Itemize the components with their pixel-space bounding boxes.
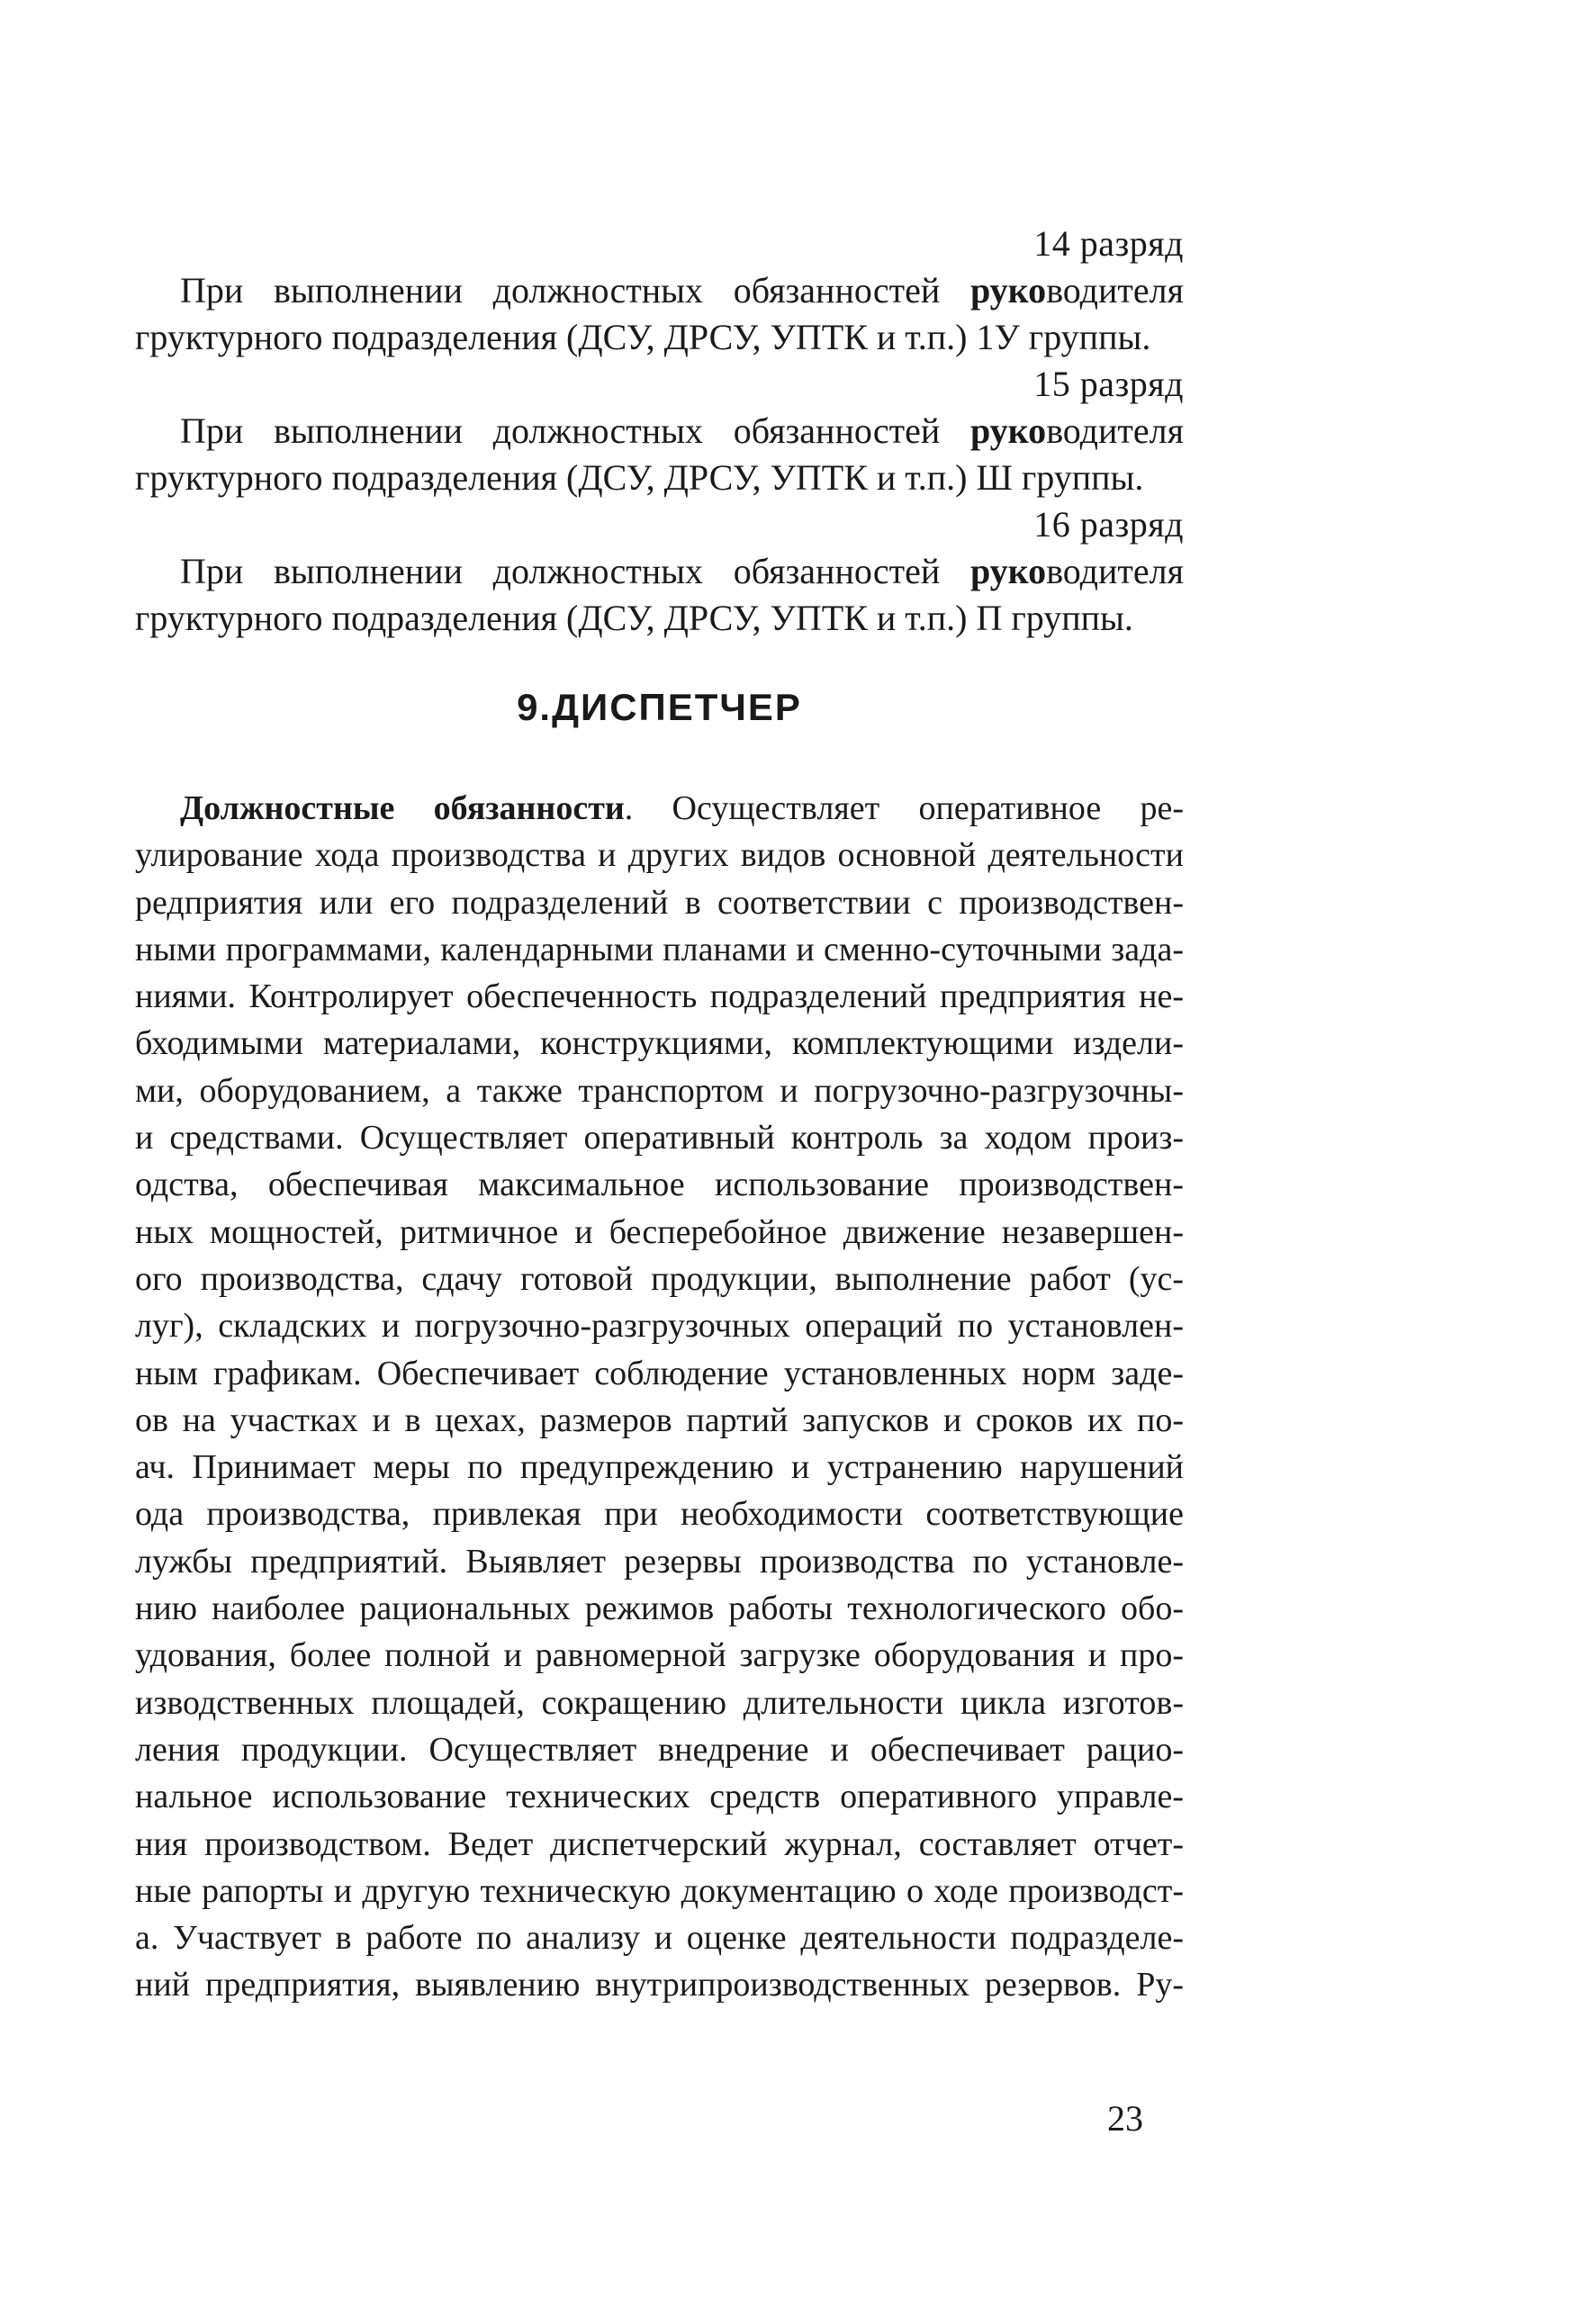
duty-text: При выполнении должностных обязанностей: [180, 410, 970, 451]
body-line: ода производства, привлекая при необходимости соответствующие: [135, 1495, 1184, 1534]
grade-entry-16: [135, 501, 1184, 642]
body-line: ления продукции. Осуществляет внедрение и обеспечивает рацио-: [135, 1730, 1184, 1769]
body-line: ми, оборудованием, а также транспортом и погрузочно-разгрузочны-: [135, 1071, 1184, 1110]
body-line: ач. Принимает меры по предупреждению и устранению нарушений: [135, 1448, 1184, 1487]
body-line: луг), складских и погрузочно-разгрузочных операций по установлен-: [135, 1307, 1184, 1346]
body-line: ний предприятия, выявлению внутрипроизводственных резервов. Ру-: [135, 1966, 1184, 2004]
body-line: удования, более полной и равномерной загрузке оборудования и про-: [135, 1636, 1184, 1675]
body-line: нию наиболее рациональных режимов работы технологического обо-: [135, 1590, 1184, 1628]
duty-bold: руко: [969, 551, 1047, 591]
cut-fragment: груктурного: [135, 598, 323, 638]
body-line: а. Участвует в работе по анализу и оценке деятельности подразделе-: [135, 1919, 1184, 1958]
duty-bold: руко: [969, 410, 1047, 451]
body-first-line: [135, 785, 1184, 832]
duties-label: Должностные обязанности: [180, 789, 625, 827]
duty-line: [135, 548, 1184, 595]
cut-fragment: груктурного: [135, 457, 323, 498]
body-line: ным графикам. Обеспечивает соблюдение установленных норм заде-: [135, 1354, 1184, 1392]
group-line: [135, 314, 1184, 361]
duty-text-end: водителя: [1046, 551, 1184, 591]
body-line: бходимыми материалами, конструкциями, комплектующими издели-: [135, 1024, 1184, 1063]
duty-bold: руко: [969, 270, 1047, 311]
duty-text-end: водителя: [1046, 270, 1184, 311]
grade-requirements: [135, 221, 1184, 642]
body-line: и средствами. Осуществляет оперативный контроль за ходом произ-: [135, 1119, 1184, 1157]
grade-label: 14 разряд: [1033, 223, 1184, 264]
job-duties-text: [135, 785, 1184, 2009]
body-line: ов на участках и в цехах, размеров партий запусков и сроков их по-: [135, 1401, 1184, 1439]
body-line-text: . Осуществляет оперативное ре-: [624, 789, 1184, 827]
duty-line: [135, 267, 1184, 314]
body-line: ния производством. Ведет диспетчерский журнал, составляет отчет-: [135, 1824, 1184, 1863]
group-line: [135, 455, 1184, 501]
grade-label: 16 разряд: [1033, 504, 1184, 545]
group-text: подразделения (ДСУ, ДРСУ, УПТК и т.п.) 1У группы.: [322, 317, 1151, 357]
grade-label: 15 разряд: [1033, 364, 1184, 404]
group-text: подразделения (ДСУ, ДРСУ, УПТК и т.п.) П группы.: [322, 598, 1133, 638]
body-line: нальное использование технических средств оперативного управле-: [135, 1778, 1184, 1816]
grade-entry-15: [135, 361, 1184, 501]
body-line: редприятия или его подразделений в соответствии с производствен-: [135, 883, 1184, 922]
group-text: подразделения (ДСУ, ДРСУ, УПТК и т.п.) Ш группы.: [322, 457, 1144, 498]
body-line: изводственных площадей, сокращению длительности цикла изготов-: [135, 1683, 1184, 1722]
page-number: 23: [1107, 2098, 1143, 2139]
group-line: [135, 595, 1184, 642]
body-line: улирование хода производства и других видов основной деятельности: [135, 836, 1184, 875]
body-line: ниями. Контролирует обеспеченность подразделений предприятия не-: [135, 977, 1184, 1016]
section-heading: 9.ДИСПЕТЧЕР: [517, 686, 802, 728]
duty-text: При выполнении должностных обязанностей: [180, 270, 970, 311]
duty-text: При выполнении должностных обязанностей: [180, 551, 970, 591]
body-line: ные рапорты и другую техническую документацию о ходе производст-: [135, 1871, 1184, 1910]
body-line: ных мощностей, ритмичное и бесперебойное движение незавершен-: [135, 1212, 1184, 1251]
body-line: одства, обеспечивая максимальное использование производствен-: [135, 1166, 1184, 1204]
grade-entry-14: [135, 221, 1184, 361]
duty-line: [135, 408, 1184, 455]
cut-fragment: груктурного: [135, 317, 323, 357]
body-line: ого производства, сдачу готовой продукции, выполнение работ (ус-: [135, 1259, 1184, 1298]
duty-text-end: водителя: [1046, 410, 1184, 451]
body-line: лужбы предприятий. Выявляет резервы производства по установле-: [135, 1542, 1184, 1581]
body-line: ными программами, календарными планами и сменно-суточными зада-: [135, 930, 1184, 968]
